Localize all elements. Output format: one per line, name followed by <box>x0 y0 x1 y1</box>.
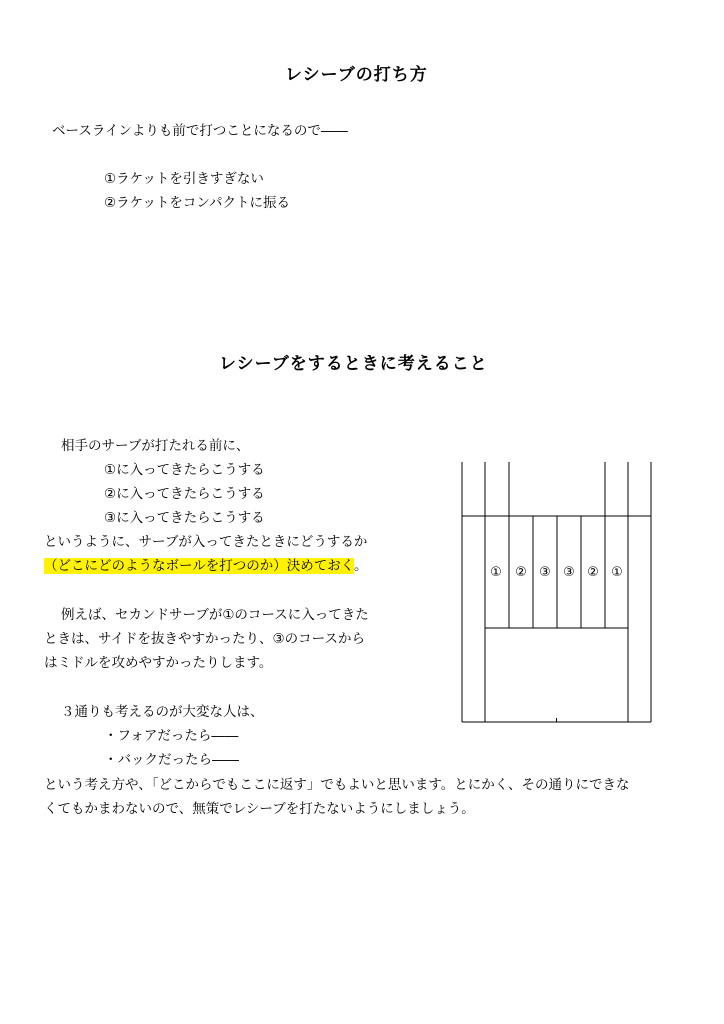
section2-line-3: ②に入ってきたらこうする <box>104 486 265 502</box>
alt-line-3: ・バックだったら―― <box>104 752 239 768</box>
zone-label-2: ② <box>515 565 527 580</box>
alt-line-2: ・フォアだったら―― <box>104 728 239 744</box>
example-line-3: はミドルを攻めやすかったりします。 <box>44 655 273 671</box>
zone-label-6: ① <box>611 565 623 580</box>
zone-label-4: ③ <box>563 565 575 580</box>
period: 。 <box>353 558 368 574</box>
example-line-2: ときは、サイドを抜きやすかったり、③のコースから <box>44 631 365 647</box>
section2-line-1: 相手のサーブが打たれる前に、 <box>61 438 250 454</box>
section2-title: レシーブをするときに考えること <box>219 354 488 374</box>
section1-intro: ベースラインよりも前で打つことになるので―― <box>52 123 348 139</box>
section1-point-2: ②ラケットをコンパクトに振る <box>104 195 290 211</box>
zone-label-5: ② <box>587 565 599 580</box>
section1-point-1: ①ラケットを引きすぎない <box>104 171 264 187</box>
zone-label-1: ① <box>490 565 502 580</box>
example-line-1: 例えば、セカンドサーブが①のコースに入ってきた <box>61 607 369 623</box>
section2-line-2: ①に入ってきたらこうする <box>104 462 265 478</box>
closing-line-2: くてもかまわないので、無策でレシーブを打たないようにしましょう。 <box>44 801 475 817</box>
section2-line-5: というように、サーブが入ってきたときにどうするか <box>44 534 368 550</box>
section1-title: レシーブの打ち方 <box>285 65 428 85</box>
court-diagram <box>455 458 655 728</box>
zone-label-3: ③ <box>539 565 551 580</box>
section2-highlight-line <box>44 554 367 578</box>
alt-line-1: ３通りも考えるのが大変な人は、 <box>61 704 264 720</box>
closing-line-1: という考え方や、「どこからでもここに返す」でもよいと思います。とにかく、その通りにできな <box>44 777 630 793</box>
highlighted-text: （どこにどのようなボールを打つのか）決めておく <box>44 558 354 574</box>
section2-line-4: ③に入ってきたらこうする <box>104 510 265 526</box>
